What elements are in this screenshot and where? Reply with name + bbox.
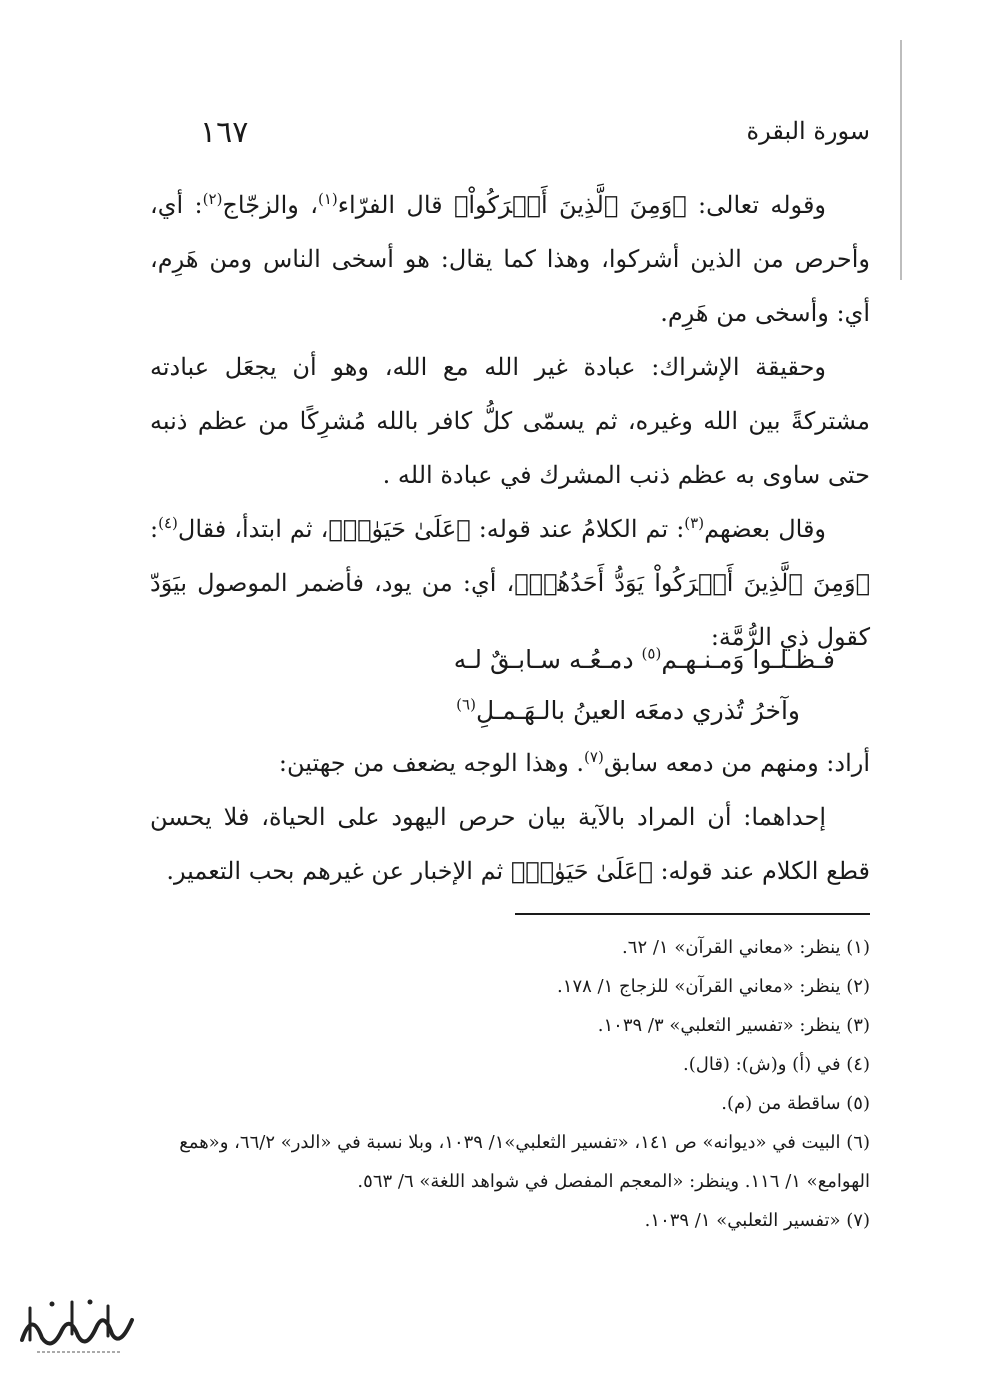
surah-title: سورة البقرة <box>746 117 870 145</box>
page-header <box>200 115 870 155</box>
paragraph-2: وحقيقة الإشراك: عبادة غير الله مع الله، وهو أن يجعَل عبادته مشتركةً بين الله وغيره، ثم يسمّى كلُّ كافر بالله مُشرِكًا من عظم ذنبه حتى ساوى به عظم ذنب المشرك في عبادة الله . <box>150 353 870 489</box>
verse-line-1: فـظـلـوا وَمـنـهـم$^{(٥)}$ دمـعُـه سـابـقٌ لـه <box>453 644 835 674</box>
footnote-1: (١) ينظر: «معاني القرآن» ١/ ٦٢. <box>622 937 870 958</box>
footnote-6: (٦) البيت في «ديوانه» ص ١٤١، «تفسير الثعلبي»١/ ١٠٣٩، وبلا نسبة في «الدر» ٦٦/٢، و«همع الهوامع» ١/ ١١٦. وينظر: «المعجم المفصل في شواهد اللغة» ٦/ ٥٦٣. <box>179 1132 870 1192</box>
footnote-2: (٢) ينظر: «معاني القرآن» للزجاج ١/ ١٧٨. <box>557 976 870 997</box>
footnote-3: (٣) ينظر: «تفسير الثعلبي» ٣/ ١٠٣٩. <box>597 1015 870 1036</box>
footnote-ref-3[interactable]: (٣) <box>684 514 705 532</box>
calligraphy-logo-icon <box>12 1290 142 1360</box>
footnote-ref-1[interactable]: (١) <box>317 190 338 208</box>
footnote-ref-4[interactable]: (٤) <box>158 514 178 532</box>
footnote-ref-2[interactable]: (٢) <box>202 190 223 208</box>
footnote-ref-7[interactable]: (٧) <box>584 748 604 766</box>
footnote-separator <box>515 913 870 915</box>
paragraph-5: إحداهما: أن المراد بالآية بيان حرص اليهود على الحياة، فلا يحسن قطع الكلام عند قوله: ﴿عَلَىٰ حَيَوٰةٖ﴾ ثم الإخبار عن غيرهم بحب التعمير. <box>150 803 870 885</box>
page-number: ١٦٧ <box>200 115 249 150</box>
main-text <box>150 178 870 664</box>
footnote-7: (٧) «تفسير الثعلبي» ١/ ١٠٣٩. <box>644 1210 870 1231</box>
publisher-logo <box>12 1290 142 1360</box>
footnotes <box>150 928 870 1240</box>
margin-line <box>900 40 902 280</box>
footnote-ref-5[interactable]: (٥) <box>641 644 662 663</box>
paragraph-4: أراد: ومنهم من دمعه سابق$^{(٧)}$. وهذا الوجه يضعف من جهتين: <box>278 748 870 777</box>
verse-line-2: وآخرُ تُذري دمعَه العينُ بالـهَـمـلِ$^{(٦)}$ <box>456 695 800 725</box>
main-text-continued <box>150 736 870 898</box>
footnote-4: (٤) في (أ) و(ش): (قال). <box>683 1054 870 1075</box>
paragraph-1: وقوله تعالى: ﴿وَمِنَ ٱلَّذِينَ أَشۡرَكُواْ﴾ قال الفرّاء$^{(١)}$، والزجّاج$^{(٢)}$: أي، وأحرص من الذين أشركوا، وهذا كما يقال: هو أسخى الناس ومن هَرِم، أي: وأسخى من هَرِم. <box>150 190 870 327</box>
footnote-ref-6[interactable]: (٦) <box>456 695 476 714</box>
paragraph-3: وقال بعضهم$^{(٣)}$: تم الكلامُ عند قوله: ﴿عَلَىٰ حَيَوٰةٖ﴾، ثم ابتدأ، فقال$^{(٤)}$: ﴿وَمِنَ ٱلَّذِينَ أَشۡرَكُواْ يَوَدُّ أَحَدُهُمۡ﴾، أي: من يود، فأضمر الموصول بيَوَدّ كقول ذي الرُّمَّة: <box>150 514 870 651</box>
footnote-5: (٥) ساقطة من (م). <box>721 1093 870 1114</box>
